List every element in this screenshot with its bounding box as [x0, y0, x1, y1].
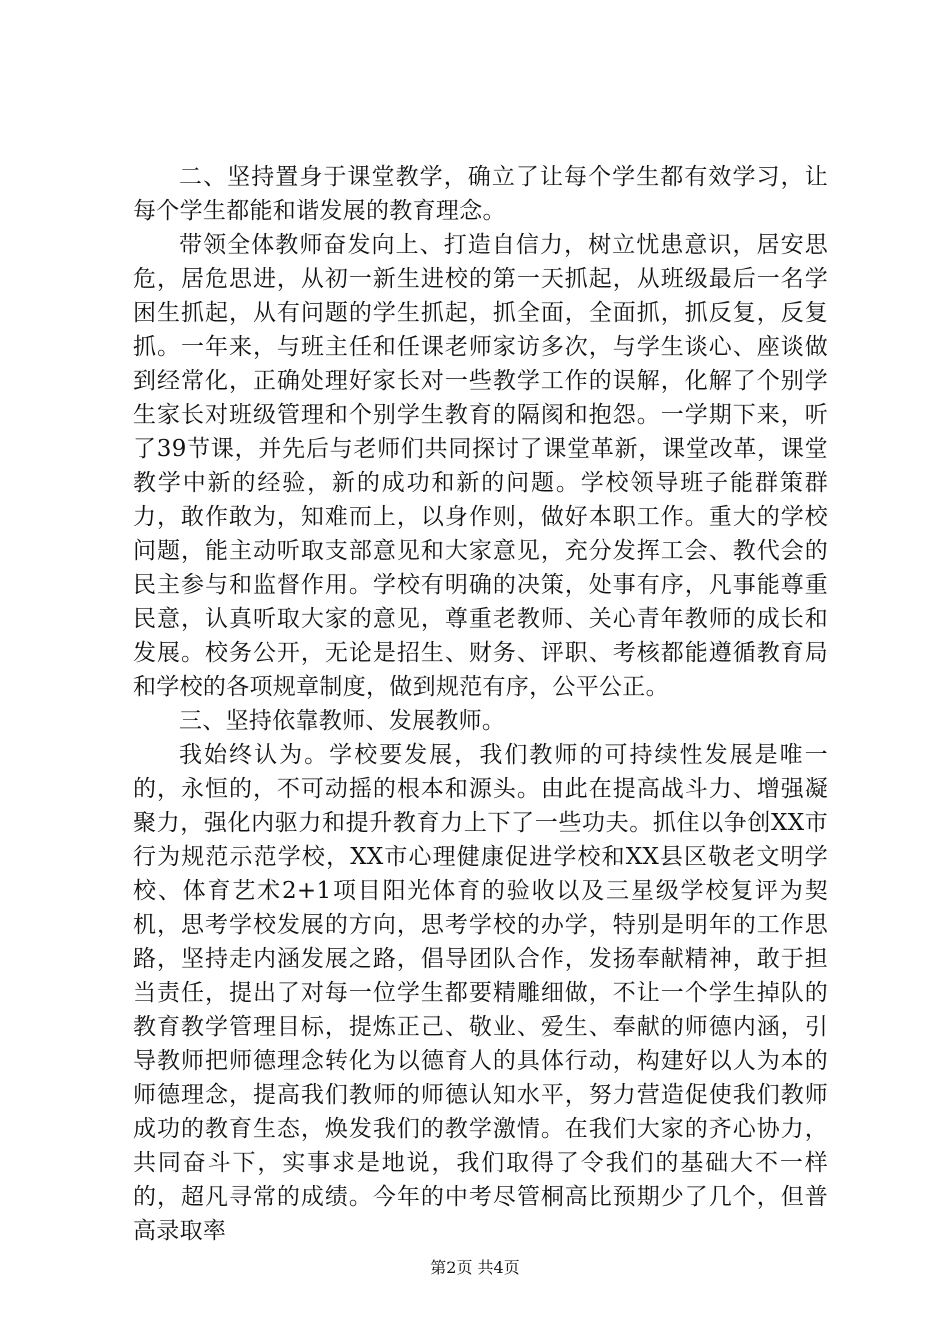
page-number-footer: 第2页 共4页	[430, 1258, 520, 1277]
paragraph-body-1: 带领全体教师奋发向上、打造自信力，树立忧患意识，居安思危，居危思进，从初一新生进校的第一天抓起，从班级最后一名学困生抓起，从有问题的学生抓起，抓全面，全面抓，抓反复，反复抓。一年来，与班主任和任课老师家访多次，与学生谈心、座谈做到经常化，正确处理好家长对一些教学工作的误解，化解了个别学生家长对班级管理和个别学生教育的隔阂和抱怨。一学期下来，听了39节课，并先后与老师们共同探讨了课堂革新，课堂改革，课堂教学中新的经验，新的成功和新的问题。学校领导班子能群策群力，敢作敢为，知难而上，以身作则，做好本职工作。重大的学校问题，能主动听取支部意见和大家意见，充分发挥工会、教代会的民主参与和监督作用。学校有明确的决策，处事有序，凡事能尊重民意，认真听取大家的意见，尊重老教师、关心青年教师的成长和发展。校务公开，无论是招生、财务、评职、考核都能遵循教育局和学校的各项规章制度，做到规范有序，公平公正。	[133, 232, 828, 700]
document-body	[133, 160, 828, 1248]
paragraph-body-2: 我始终认为。学校要发展，我们教师的可持续性发展是唯一的，永恒的，不可动摇的根本和源头。由此在提高战斗力、增强凝聚力，强化内驱力和提升教育力上下了一些功夫。抓住以争创XX市行为规范示范学校，XX市心理健康促进学校和XX县区敬老文明学校、体育艺术2+1项目阳光体育的验收以及三星级学校复评为契机，思考学校发展的方向，思考学校的办学，特别是明年的工作思路，坚持走内涵发展之路，倡导团队合作，发扬奉献精神，敢于担当责任，提出了对每一位学生都要精雕细做，不让一个学生掉队的教育教学管理目标，提炼正己、敬业、爱生、奉献的师德内涵，引导教师把师德理念转化为以德育人的具体行动，构建好以人为本的师德理念，提高我们教师的师德认知水平，努力营造促使我们教师成功的教育生态，焕发我们的教学激情。在我们大家的齐心协力，共同奋斗下，实事求是地说，我们取得了令我们的基础大不一样的，超凡寻常的成绩。今年的中考尽管桐高比预期少了几个，但普高录取率	[133, 742, 828, 1244]
paragraph-heading-2: 二、坚持置身于课堂教学，确立了让每个学生都有效学习，让每个学生都能和谐发展的教育理念。	[133, 164, 828, 224]
paragraph-heading-3: 三、坚持依靠教师、发展教师。	[179, 708, 506, 734]
